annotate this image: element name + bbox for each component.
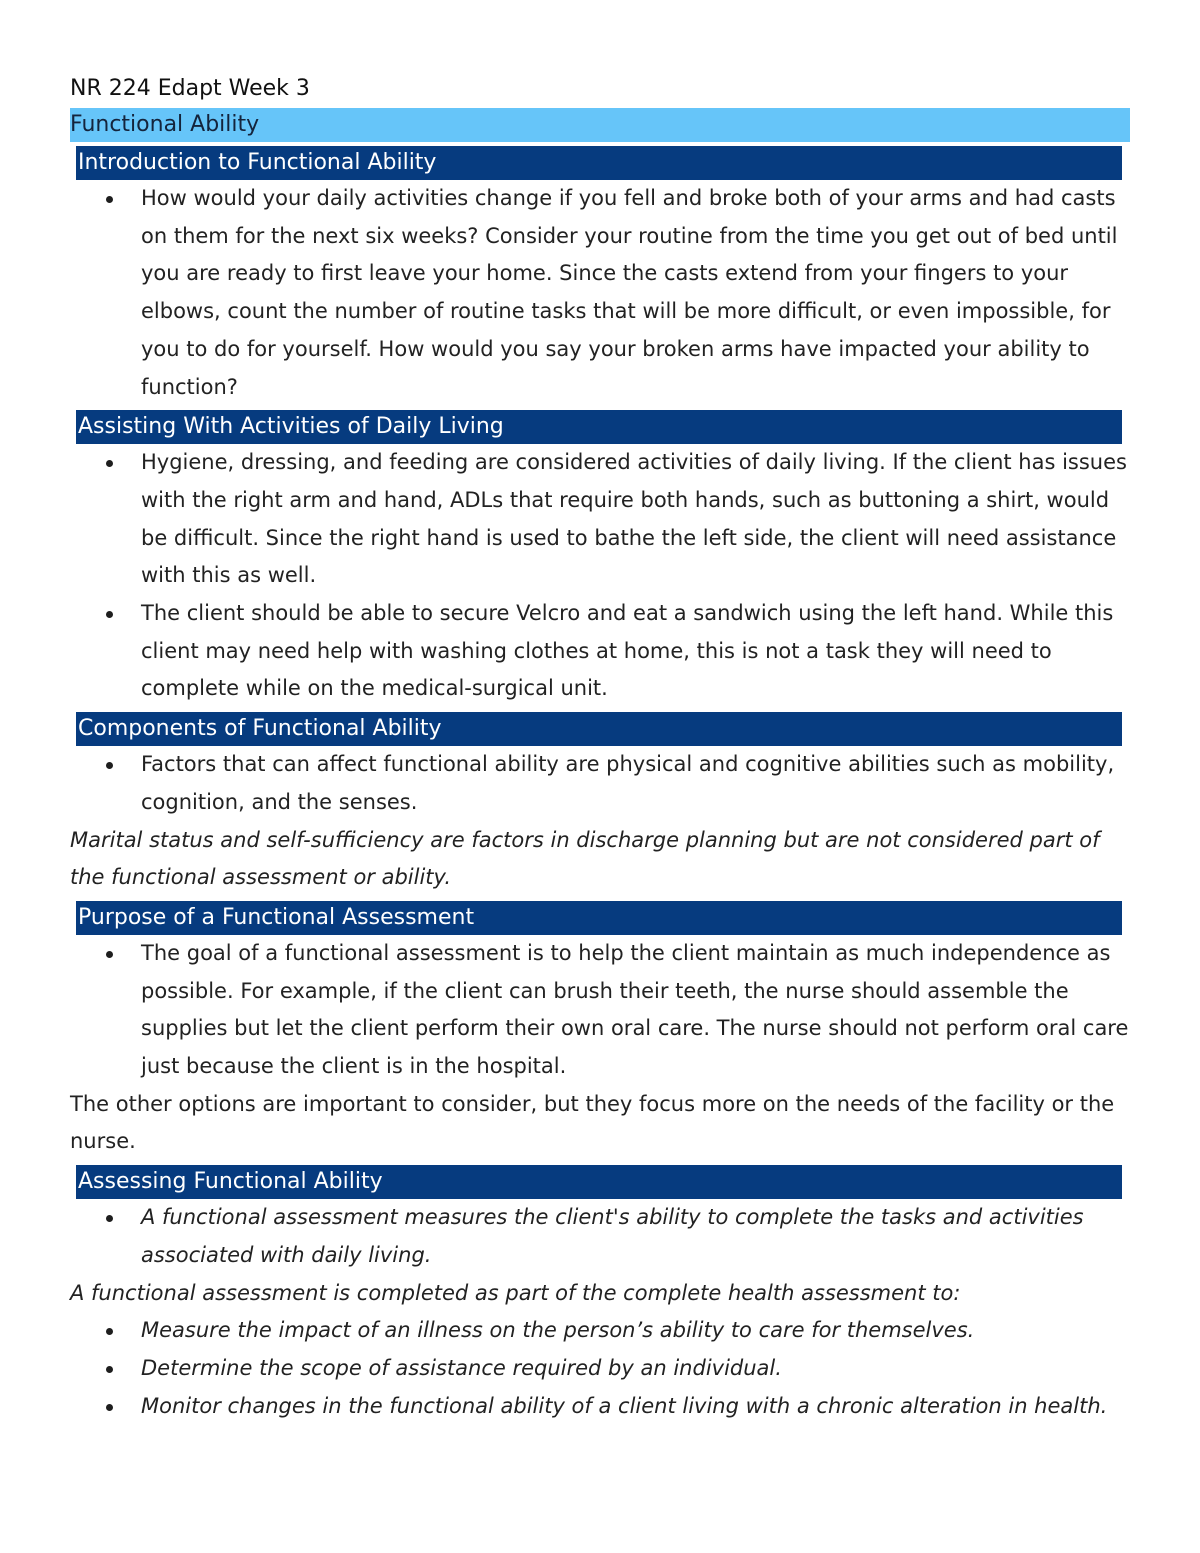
explanation-paragraph: The other options are important to consider, but they focus more on the needs of the facility or the nurse. <box>70 1091 1115 1154</box>
list-item <box>70 1199 1130 1274</box>
bullet-text: Monitor changes in the functional ability of a client living with a chronic alteration in health. <box>141 1393 1108 1418</box>
list-item <box>70 1388 1130 1426</box>
bullet-text: Hygiene, dressing, and feeding are considered activities of daily living. If the client has issues with the right arm and hand, ADLs that require both hands, such as buttoning a shirt, would be difficult. Since the right hand is used to bathe the left side, the client will need assistance with this as well. <box>141 450 1127 588</box>
bullet-icon <box>106 1366 113 1373</box>
bullet-icon <box>106 951 113 958</box>
list-item <box>70 1350 1130 1388</box>
bullet-text: How would your daily activities change if you fell and broke both of your arms and had casts on them for the next six weeks? Consider your routine from the time you get out of bed until you are ready to first leave your home. Since the casts extend from your fingers to your elbows, count the number of routine tasks that will be more difficult, or even impossible, for you to do for yourself. How would you say your broken arms have impacted your ability to function? <box>141 186 1118 399</box>
bullet-list <box>70 746 1130 821</box>
list-item <box>70 595 1130 708</box>
bullet-list <box>70 935 1130 1086</box>
bullet-list <box>70 1312 1130 1425</box>
bullet-list <box>70 444 1130 708</box>
document-title: NR 224 Edapt Week 3 <box>70 76 310 101</box>
list-item <box>70 746 1130 821</box>
bullet-text: Determine the scope of assistance required by an individual. <box>141 1355 782 1380</box>
bullet-icon <box>106 1404 113 1411</box>
bullet-text: Factors that can affect functional ability are physical and cognitive abilities such as mobility, cognition, and the senses. <box>141 752 1115 814</box>
document-page <box>70 70 1130 1425</box>
list-item <box>70 444 1130 595</box>
section-heading-assisting-adl: Assisting With Activities of Daily Living <box>76 410 1122 444</box>
section-heading-assessing: Assessing Functional Ability <box>76 1165 1122 1199</box>
bullet-text: The goal of a functional assessment is to help the client maintain as much independence as possible. For example, if the client can brush their teeth, the nurse should assemble the supplies but let the client perform their own oral care. The nurse should not perform oral care just because the client is in the hospital. <box>141 940 1129 1079</box>
bullet-text: Measure the impact of an illness on the person’s ability to care for themselves. <box>141 1318 975 1343</box>
bullet-icon <box>106 1215 113 1222</box>
section-heading-purpose: Purpose of a Functional Assessment <box>76 901 1122 935</box>
list-item <box>70 180 1130 406</box>
bullet-text: A functional assessment measures the client's ability to complete the tasks and activities associated with daily living. <box>141 1205 1084 1267</box>
bullet-icon <box>106 611 113 618</box>
bullet-icon <box>106 1328 113 1335</box>
section-heading-introduction: Introduction to Functional Ability <box>76 146 1122 180</box>
bullet-list <box>70 180 1130 406</box>
section-heading-components: Components of Functional Ability <box>76 712 1122 746</box>
list-item <box>70 1312 1130 1350</box>
explanation-paragraph: Marital status and self-sufficiency are factors in discharge planning but are not considered part of the functional assessment or ability. <box>70 827 1100 890</box>
bullet-icon <box>106 460 113 467</box>
explanation-paragraph: A functional assessment is completed as part of the complete health assessment to: <box>70 1280 961 1305</box>
bullet-icon <box>106 196 113 203</box>
bullet-text: The client should be able to secure Velcro and eat a sandwich using the left hand. While this client may need help with washing clothes at home, this is not a task they will need to complete while on the medical-surgical unit. <box>141 601 1114 701</box>
bullet-icon <box>106 762 113 769</box>
main-heading: Functional Ability <box>70 108 1130 142</box>
bullet-list <box>70 1199 1130 1274</box>
list-item <box>70 935 1130 1086</box>
